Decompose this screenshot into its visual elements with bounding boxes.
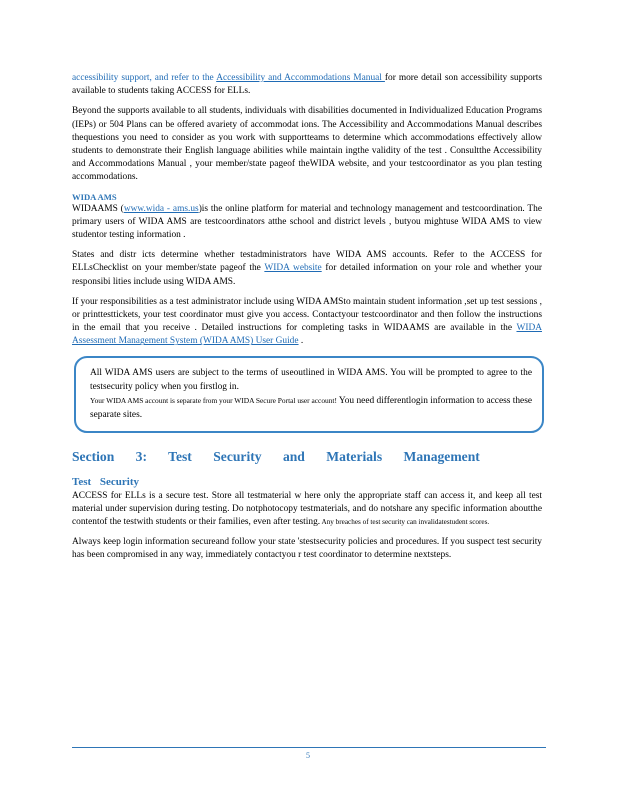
states-after: for detailed information on your role and whether your responsibi lities include using WIDA AMS. [72, 263, 542, 287]
test-security-main: ACCESS for ELLs is a secure test. Store all testmaterial w here only the appropriate staff can access it, and keep all test material under supervision during testing. Do notphotocopy testmaterials, and do notshare any specific information aboutthe contentof the testwith students or their families, even after testing. [72, 490, 542, 528]
states-before: States and distr icts determine whether testadministrators have WIDA AMS accounts. Refer to the ACCESS for ELLsChecklist on your member/state pageof the [72, 250, 542, 274]
notice-terms-text: All WIDA AMS users are subject to the terms of useoutlined in WIDA AMS. You will be prompted to agree to the testsecurity policy when you firstlog in. [90, 367, 532, 392]
notice-account-text [90, 394, 532, 422]
notice-account-rest: You need differentlogin information to access these separate sites. [90, 395, 533, 420]
accessibility-lead-text: accessibility support, and refer to the [72, 73, 217, 83]
wida-ams-user-guide-link[interactable]: WIDA Assessment Management System (WIDA AMS) User Guide [72, 323, 542, 347]
responsibilities-before: If your responsibilities as a test administrator include using WIDA AMSto maintain student information ,set up test sessions , or printtesttickets, your test coordinator must give you access. Contactyour testcoordinator and then follow the instructions in the email that you receive . Detailed instructions for completing tasks in WIDAAMS are available in the [72, 296, 542, 334]
wida-ams-url-link[interactable]: www.wida - ams.us [123, 203, 199, 214]
terms-notice-box [74, 356, 544, 433]
test-security-heading: Test Security [72, 475, 140, 488]
wida-ams-before: WIDAAMS ( [72, 203, 124, 214]
states-paragraph [72, 249, 542, 289]
login-security-paragraph: Always keep login information secureand follow your state 'stestsecurity policies and procedures. If you suspect test security has been compromised in any way, immediately contactyou r test coordinator to determine nextsteps. [72, 537, 542, 561]
wida-ams-after: )is the online platform for material and technology management and testcoordination. The primary users of WIDA AMS are testcoordinators atthe school and district levels , butyou mightuse WIDA AMS to view studentor testing information . [72, 203, 542, 241]
wida-ams-paragraph [72, 203, 542, 243]
test-security-paragraph [72, 490, 542, 530]
accessibility-paragraph [72, 72, 542, 98]
test-security-small: Any breaches of test security can invalidatestudent scores. [320, 518, 490, 527]
responsibilities-paragraph [72, 296, 542, 349]
accessibility-manual-link[interactable]: Accessibility and Accommodations Manual [216, 73, 385, 83]
responsibilities-after: . [298, 336, 304, 347]
accessibility-rest-text: for more detail son accessibility supports available to students taking ACCESS for ELLs. [72, 73, 543, 97]
accommodations-paragraph: Beyond the supports available to all students, individuals with disabilities documented in Individualized Education Programs (IEPs) or 504 Plans can be offered avariety of accommodat ions. The Accessibility and Accommodations Manual describes thequestions you need to consider as you work with supportteams to determine which accommodations effectively allow students to demonstrate their English language abilities while maintain ingthe validity of the test . Consultthe Accessibility and Accommodations Manual , your member/state pageof theWIDA website, and your testcoordinator as you plan testing accommodations. [72, 106, 542, 183]
notice-account-small: Your WIDA AMS account is separate from your WIDA Secure Portal user account! [90, 395, 337, 405]
footer-divider [72, 747, 546, 748]
page-content [72, 72, 542, 563]
wida-ams-heading: WIDA AMS [72, 191, 117, 202]
page-number: 5 [306, 751, 310, 760]
wida-website-link[interactable]: WIDA website [264, 263, 322, 274]
section-title: Section 3: Test Security and Materials Management [72, 448, 480, 464]
